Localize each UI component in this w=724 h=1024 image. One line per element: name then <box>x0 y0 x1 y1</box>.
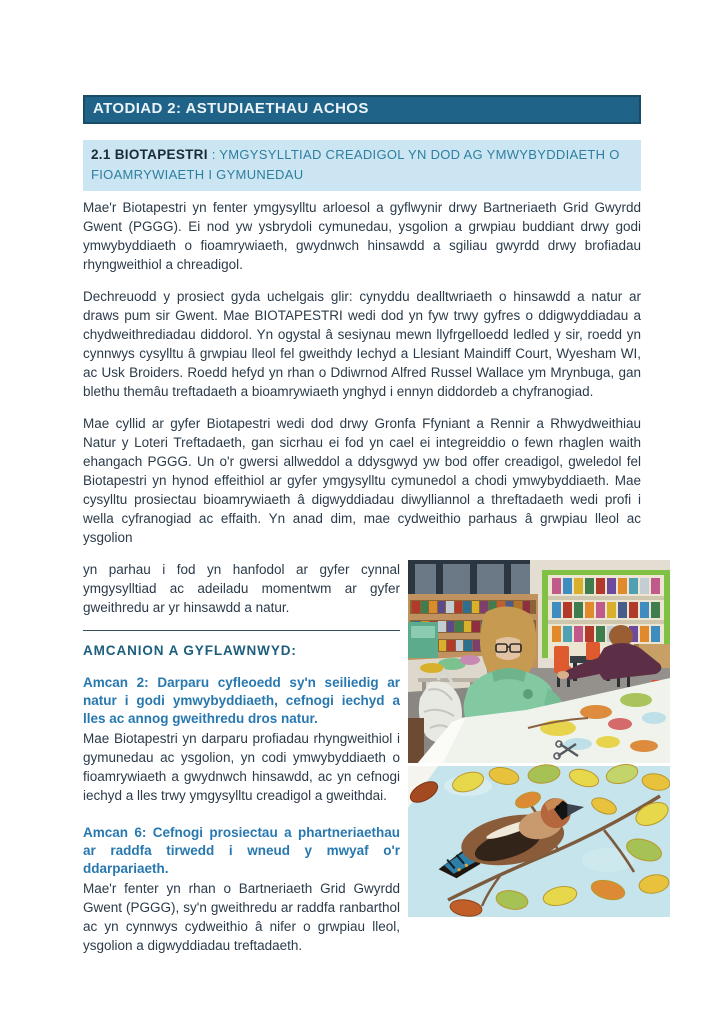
objective-6-title: Amcan 6: Cefnogi prosiectau a phartneriaethau ar raddfa tirwedd i wneud y mwyaf o'r ddarpariaeth. <box>83 825 400 876</box>
photo-column <box>408 560 670 955</box>
section-divider <box>83 630 400 631</box>
case-study-subtitle <box>83 140 641 191</box>
subtitle-separator: : <box>207 147 220 162</box>
section-header-title: ATODIAD 2: ASTUDIAETHAU ACHOS <box>93 100 369 117</box>
workshop-photo <box>408 560 670 917</box>
objective-2-title: Amcan 2: Darparu cyfleoedd sy'n seiliedig ar natur i godi ymwybyddiaeth, cefnogi iechyd a lles ac annog gweithredu dros natur. <box>83 675 400 726</box>
objective-2-body: Mae Biotapestri yn darparu profiadau rhyngweithiol i gymunedau ac ysgolion, yn codi ymwybyddiaeth o fioamrywiaeth a gwydnwch hinsawdd, ac yn cefnogi iechyd a lles trwy ymgysylltu creadigol a gweithdai. <box>83 731 400 803</box>
case-study-number: 2.1 BIOTAPESTRI <box>91 147 208 162</box>
paragraph-intro: Mae'r Biotapestri yn fenter ymgysylltu arloesol a gyflwynir drwy Bartneriaeth Grid Gwyrdd Gwent (PGGG). Ei nod yw ysbrydoli cymunedau, ysgolion a grwpiau buddiant drwy godi ymwybyddiaeth o fioamrywiaeth, gwydnwch hinsawdd a sgiliau gwyrdd drwy brofiadau rhyngweithiol a chreadigol. <box>83 200 641 272</box>
text-photo-row <box>83 560 641 955</box>
workshop-photo-illustration <box>408 560 670 917</box>
objective-item <box>83 674 400 805</box>
section-header-bar <box>83 95 641 124</box>
objective-6-body: Mae'r fenter yn rhan o Bartneriaeth Grid Gwyrdd Gwent (PGGG), sy'n gweithredu ar raddfa ranbarthol ac yn cynnwys cydweithio â nifer o grwpiau lleol, ysgolion a digwyddiadau treftadaeth. <box>83 881 400 953</box>
paragraph-project-launch: Dechreuodd y prosiect gyda uchelgais glir: cynyddu dealltwriaeth o hinsawdd a natur ar draws pum sir Gwent. Mae BIOTAPESTRI wedi dod yn fyw trwy gyfres o ddigwyddiadau a chydweithrediadau diddorol. Yn ogystal â sesiynau mewn llyfrgelloedd ledled y sir, roedd yn cynnwys cysylltu â grwpiau lleol fel gweithdy Iechyd a Llesiant Maindiff Court, Wyesham WI, ac Usk Broiders. Roedd hefyd yn rhan o Ddiwrnod Alfred Russel Wallace ym Mrynbuga, gan blethu themâu treftadaeth a bioamrywiaeth ynghyd i ennyn diddordeb a chyfranogiad. <box>83 289 641 399</box>
case-study-title: YMGYSYLLTIAD CREADIGOL YN DOD AG YMWYBYDDIAETH O FIOAMRYWIAETH I GYMUNEDAU <box>91 147 620 182</box>
paragraph-funding-continued: yn parhau i fod yn hanfodol ar gyfer cynnal ymgysylltiad ac adeiladu momentwm ar gyfer gweithredu ar yr hinsawdd a natur. <box>83 562 400 615</box>
left-text-column <box>83 560 400 955</box>
report-page <box>83 95 641 955</box>
paragraph-funding: Mae cyllid ar gyfer Biotapestri wedi dod drwy Gronfa Ffyniant a Rennir a Rhwydweithiau Natur y Loteri Treftadaeth, gan sicrhau ei fod yn cael ei integreiddio o fewn rhaglen waith ehangach PGGG. Un o'r gwersi allweddol a ddysgwyd yw bod offer creadigol, gweledol fel Biotapestri yn hynod effeithiol ar gyfer ymgysylltu cymunedol a chodi ymwybyddiaeth. Mae cysylltu prosiectau bioamrywiaeth â digwyddiadau diwylliannol a threftadaeth wedi profi i wella cyfranogiad ac effaith. Yn anad dim, mae cydweithio parhaus â grwpiau lleol ac ysgolion <box>83 416 641 545</box>
objectives-heading: AMCANION A GYFLAWNWYD: <box>83 643 297 658</box>
objective-item <box>83 824 400 955</box>
